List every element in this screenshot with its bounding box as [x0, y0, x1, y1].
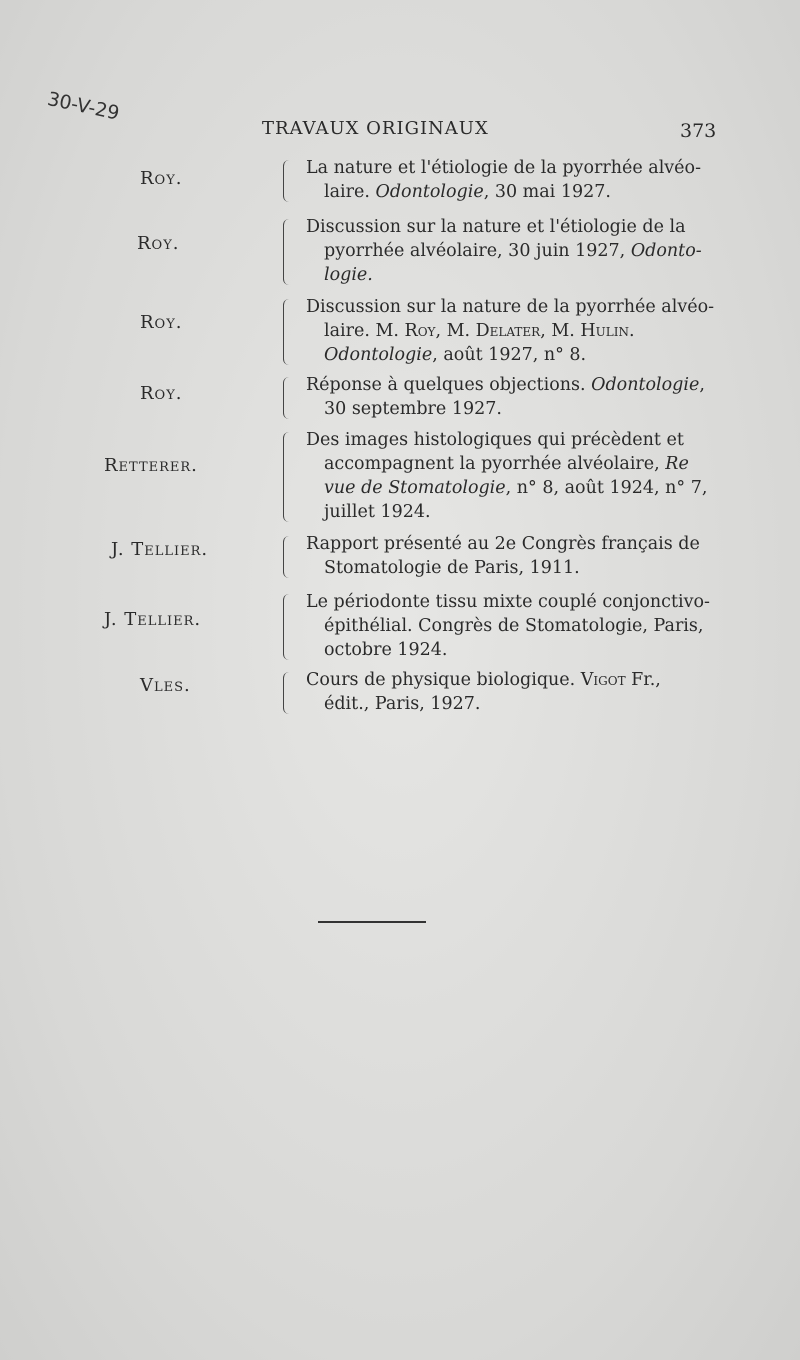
reference-line	[306, 476, 731, 500]
reference-line	[306, 692, 731, 716]
reference-smallcaps-text: Roy	[404, 321, 436, 341]
running-title: TRAVAUX ORIGINAUX	[262, 118, 489, 139]
entry-author: J. Tellier.	[104, 609, 202, 630]
reference-line	[306, 590, 731, 614]
reference-italic-text: Odontologie	[324, 345, 433, 365]
entry-reference	[306, 156, 731, 204]
reference-text: épithélial. Congrès de Stomatologie, Paris,	[324, 616, 704, 636]
reference-text: Discussion sur la nature de la pyorrhée alvéo-	[306, 297, 715, 317]
reference-italic-text: vue de Stomatologie	[324, 478, 506, 498]
reference-line	[306, 239, 731, 263]
reference-text: Réponse à quelques objections.	[306, 375, 592, 395]
reference-line	[306, 373, 731, 397]
reference-line	[306, 319, 731, 343]
reference-text: ,	[699, 375, 705, 395]
reference-text: Cours de physique biologique.	[306, 670, 581, 690]
reference-smallcaps-text: Hulin	[580, 321, 629, 341]
entry-author: Vles.	[140, 675, 191, 696]
reference-text: pyorrhée alvéolaire, 30 juin 1927,	[324, 241, 631, 261]
reference-text: laire. M.	[324, 321, 405, 341]
reference-text: accompagnent la pyorrhée alvéolaire,	[324, 454, 666, 474]
entry-author: Roy.	[140, 168, 183, 189]
entry-brace	[283, 432, 289, 522]
reference-smallcaps-text: Vigot	[580, 670, 626, 690]
reference-text: Rapport présenté au 2e Congrès français de	[306, 534, 700, 554]
reference-text: , n° 8, août 1924, n° 7,	[505, 478, 708, 498]
reference-italic-text: Re	[665, 454, 689, 474]
reference-text: , août 1927, n° 8.	[432, 345, 587, 365]
reference-line	[306, 668, 731, 692]
entry-brace	[283, 536, 289, 578]
entry-author: Roy.	[140, 312, 183, 333]
reference-italic-text: Odontologie	[591, 375, 700, 395]
reference-line	[306, 556, 731, 580]
entry-brace	[283, 594, 289, 660]
reference-text: Le périodonte tissu mixte couplé conjonctivo-	[306, 592, 710, 612]
entry-reference	[306, 215, 731, 287]
reference-line	[306, 452, 731, 476]
entry-brace	[283, 299, 289, 365]
entry-reference	[306, 373, 731, 421]
reference-line	[306, 215, 731, 239]
handwritten-margin-note: 30-V-29	[45, 88, 122, 125]
reference-text: Discussion sur la nature et l'étiologie de la	[306, 217, 686, 237]
entry-reference	[306, 428, 731, 524]
reference-line	[306, 532, 731, 556]
reference-text: La nature et l'étiologie de la pyorrhée alvéo-	[306, 158, 701, 178]
entry-brace	[283, 672, 289, 714]
entry-reference	[306, 532, 731, 580]
reference-line	[306, 638, 731, 662]
reference-text: Stomatologie de Paris, 1911.	[324, 558, 580, 578]
reference-text: , M.	[435, 321, 476, 341]
entry-brace	[283, 219, 289, 285]
reference-smallcaps-text: Delater	[475, 321, 541, 341]
reference-line	[306, 295, 731, 319]
reference-text: Fr.,	[625, 670, 661, 690]
reference-line	[306, 343, 731, 367]
entry-brace	[283, 160, 289, 202]
reference-line	[306, 397, 731, 421]
reference-line	[306, 428, 731, 452]
reference-italic-text: Odonto-	[630, 241, 702, 261]
reference-text: juillet 1924.	[324, 502, 431, 522]
entry-brace	[283, 377, 289, 419]
reference-line	[306, 614, 731, 638]
reference-text: 30 septembre 1927.	[324, 399, 502, 419]
reference-line	[306, 263, 731, 287]
reference-line	[306, 180, 731, 204]
reference-text: laire.	[324, 182, 376, 202]
reference-line	[306, 500, 731, 524]
reference-italic-text: Odontologie	[375, 182, 484, 202]
page-number: 373	[680, 120, 717, 142]
entry-author: Roy.	[140, 383, 183, 404]
closing-rule	[318, 921, 426, 923]
entry-author: Retterer.	[104, 455, 198, 476]
reference-text: , 30 mai 1927.	[483, 182, 611, 202]
reference-text: .	[628, 321, 635, 341]
entry-author: J. Tellier.	[111, 539, 209, 560]
reference-text: , M.	[540, 321, 581, 341]
reference-text: édit., Paris, 1927.	[324, 694, 481, 714]
reference-text: Des images histologiques qui précèdent et	[306, 430, 684, 450]
entry-reference	[306, 668, 731, 716]
entry-reference	[306, 590, 731, 662]
reference-italic-text: logie.	[324, 265, 373, 285]
reference-text: octobre 1924.	[324, 640, 448, 660]
entry-reference	[306, 295, 731, 367]
reference-line	[306, 156, 731, 180]
entry-author: Roy.	[137, 233, 180, 254]
